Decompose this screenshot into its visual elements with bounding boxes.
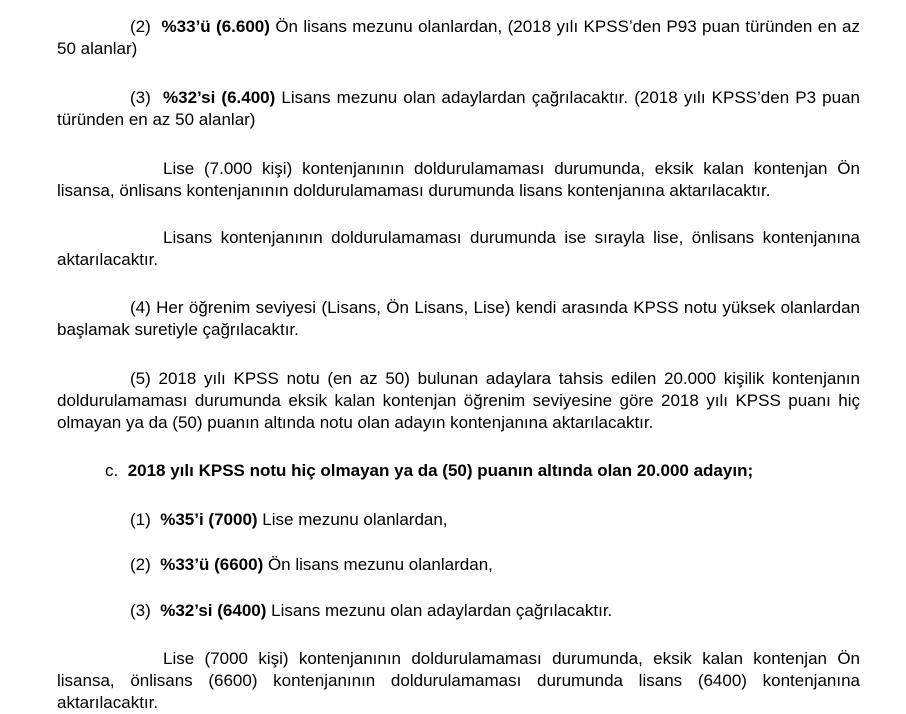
- item-text: Lisans mezunu olan adaylardan çağrılacaktır.: [266, 601, 613, 620]
- item-number: (3): [130, 601, 151, 620]
- item-text: Lisans mezunu olan adaylardan çağrılacaktır. (2018 yılı KPSS’den P3 puan türünden en az 50 alanlar): [57, 88, 860, 129]
- list-item-5: [57, 368, 860, 434]
- item-text: Ön lisans mezunu olanlardan,: [263, 555, 493, 574]
- list-item-3: [57, 87, 860, 131]
- item-percentage: %33’ü (6600): [160, 555, 264, 574]
- paragraph-quota-transfer-3: Lise (7000 kişi) kontenjanının doldurulamaması durumunda, eksik kalan kontenjan Ön lisansa, önlisans (6600) kontenjanının doldurulamaması durumunda lisans (6400) kontenjanına aktarılacaktır.: [57, 649, 860, 712]
- item-percentage: %32’si (6400): [160, 601, 267, 620]
- item-text: Her öğrenim seviyesi (Lisans, Ön Lisans, Lise) kendi arasında KPSS notu yüksek olanlardan başlamak suretiyle çağrılacaktır.: [57, 298, 860, 339]
- item-number: (3): [130, 88, 151, 107]
- section-letter: c.: [105, 461, 119, 480]
- item-percentage: %33’ü (6.600): [161, 17, 270, 36]
- sub-item-1: [130, 509, 448, 531]
- sub-item-3: [130, 600, 612, 622]
- item-text: Lise mezunu olanlardan,: [257, 510, 448, 529]
- item-percentage: %35’i (7000): [160, 510, 258, 529]
- paragraph-quota-transfer-2: Lisans kontenjanının doldurulamaması durumunda ise sırayla lise, önlisans kontenjanına aktarılacaktır.: [57, 228, 860, 269]
- sub-item-2: [130, 554, 493, 576]
- item-number: (2): [130, 17, 151, 36]
- item-number: (4): [130, 298, 151, 317]
- paragraph-quota-transfer-1: Lise (7.000 kişi) kontenjanının doldurulamaması durumunda, eksik kalan kontenjan Ön lisansa, önlisans kontenjanının doldurulamaması durumunda lisans kontenjanına aktarılacaktır.: [57, 159, 860, 200]
- item-text: Ön lisans mezunu olanlardan, (2018 yılı KPSS’den P93 puan türünden en az 50 alanlar): [57, 17, 860, 58]
- item-percentage: %32’si (6.400): [163, 88, 276, 107]
- item-number: (5): [130, 369, 151, 388]
- section-title: 2018 yılı KPSS notu hiç olmayan ya da (50) puanın altında olan 20.000 adayın;: [127, 461, 754, 480]
- list-item-4: [57, 297, 860, 341]
- item-number: (1): [130, 510, 151, 529]
- item-text: 2018 yılı KPSS notu (en az 50) bulunan adaylara tahsis edilen 20.000 kişilik kontenjanın doldurulamaması durumunda eksik kalan kontenjan öğrenim seviyesine göre 2018 yılı KPSS puanı hiç olmayan ya da (50) puanın altında notu olan adayın kontenjanına aktarılacaktır.: [57, 369, 860, 432]
- item-number: (2): [130, 555, 151, 574]
- list-item-2: [57, 16, 860, 60]
- section-c-heading: [105, 460, 865, 482]
